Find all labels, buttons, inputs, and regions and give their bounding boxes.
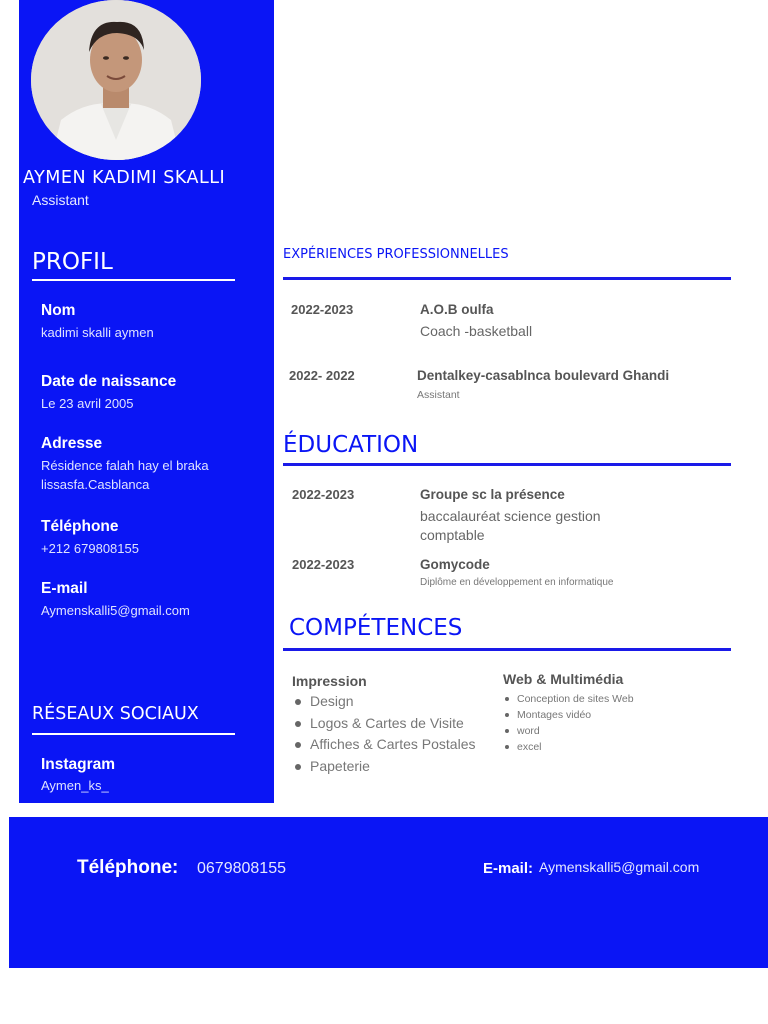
experience-title: A.O.B oulfa — [420, 302, 494, 317]
footer-contact-bar — [9, 817, 768, 968]
field-label-address: Adresse — [41, 435, 103, 452]
skills-divider — [283, 648, 731, 651]
field-value-nom: kadimi skalli aymen — [41, 325, 154, 340]
skill-item: Montages vidéo — [503, 707, 634, 723]
field-label-email: E-mail — [41, 580, 88, 597]
footer-phone-label: Téléphone: — [77, 857, 179, 878]
candidate-name: AYMEN KADIMI SKALLI — [23, 168, 226, 188]
skill-item: Affiches & Cartes Postales — [292, 734, 475, 756]
skill-item: Design — [292, 691, 475, 713]
field-label-phone: Téléphone — [41, 518, 119, 535]
profile-photo — [31, 0, 201, 160]
field-value-phone: +212 679808155 — [41, 541, 139, 556]
portrait-image — [31, 0, 201, 160]
skills-heading: COMPÉTENCES — [289, 615, 463, 641]
education-years: 2022-2023 — [292, 487, 355, 502]
experience-divider — [283, 277, 731, 280]
field-value-birthdate: Le 23 avril 2005 — [41, 396, 134, 411]
field-value-email: Aymenskalli5@gmail.com — [41, 603, 190, 618]
skill-item: excel — [503, 739, 634, 755]
footer-phone-value: 0679808155 — [197, 860, 286, 877]
experience-desc: Assistant — [417, 389, 460, 401]
education-desc: Diplôme en développement en informatique — [420, 577, 614, 588]
skill-item: Logos & Cartes de Visite — [292, 713, 475, 735]
skills-list-print — [292, 691, 475, 777]
education-title: Groupe sc la présence — [420, 487, 565, 502]
experience-years: 2022- 2022 — [289, 368, 355, 383]
skills-group-title: Impression — [292, 673, 367, 689]
social-label-instagram: Instagram — [41, 756, 116, 773]
social-value-instagram: Aymen_ks_ — [41, 778, 109, 793]
experience-heading: EXPÉRIENCES PROFESSIONNELLES — [283, 247, 509, 262]
education-desc: baccalauréat science gestion comptable — [420, 508, 601, 543]
skill-item: Papeterie — [292, 756, 475, 778]
education-heading: ÉDUCATION — [283, 432, 419, 458]
social-divider — [32, 733, 235, 735]
skills-group-title: Web & Multimédia — [503, 671, 624, 687]
social-heading: RÉSEAUX SOCIAUX — [32, 704, 199, 724]
skill-item: Conception de sites Web — [503, 691, 634, 707]
profile-heading: PROFIL — [32, 249, 113, 275]
education-title: Gomycode — [420, 557, 490, 572]
field-label-nom: Nom — [41, 302, 76, 319]
field-value-address: Résidence falah hay el braka lissasfa.Casblanca — [41, 458, 209, 492]
education-divider — [283, 463, 731, 466]
skill-item: word — [503, 723, 634, 739]
footer-email-value: Aymenskalli5@gmail.com — [539, 859, 700, 875]
field-label-birthdate: Date de naissance — [41, 373, 177, 390]
experience-desc: Coach -basketball — [420, 323, 533, 339]
education-years: 2022-2023 — [292, 557, 355, 572]
skills-list-web — [503, 691, 634, 755]
sidebar — [19, 0, 274, 803]
experience-title: Dentalkey-casablnca boulevard Ghandi — [417, 368, 670, 383]
profile-divider — [32, 279, 235, 281]
experience-years: 2022-2023 — [291, 302, 354, 317]
footer-email-label: E-mail: — [483, 860, 534, 877]
candidate-role: Assistant — [32, 192, 89, 208]
